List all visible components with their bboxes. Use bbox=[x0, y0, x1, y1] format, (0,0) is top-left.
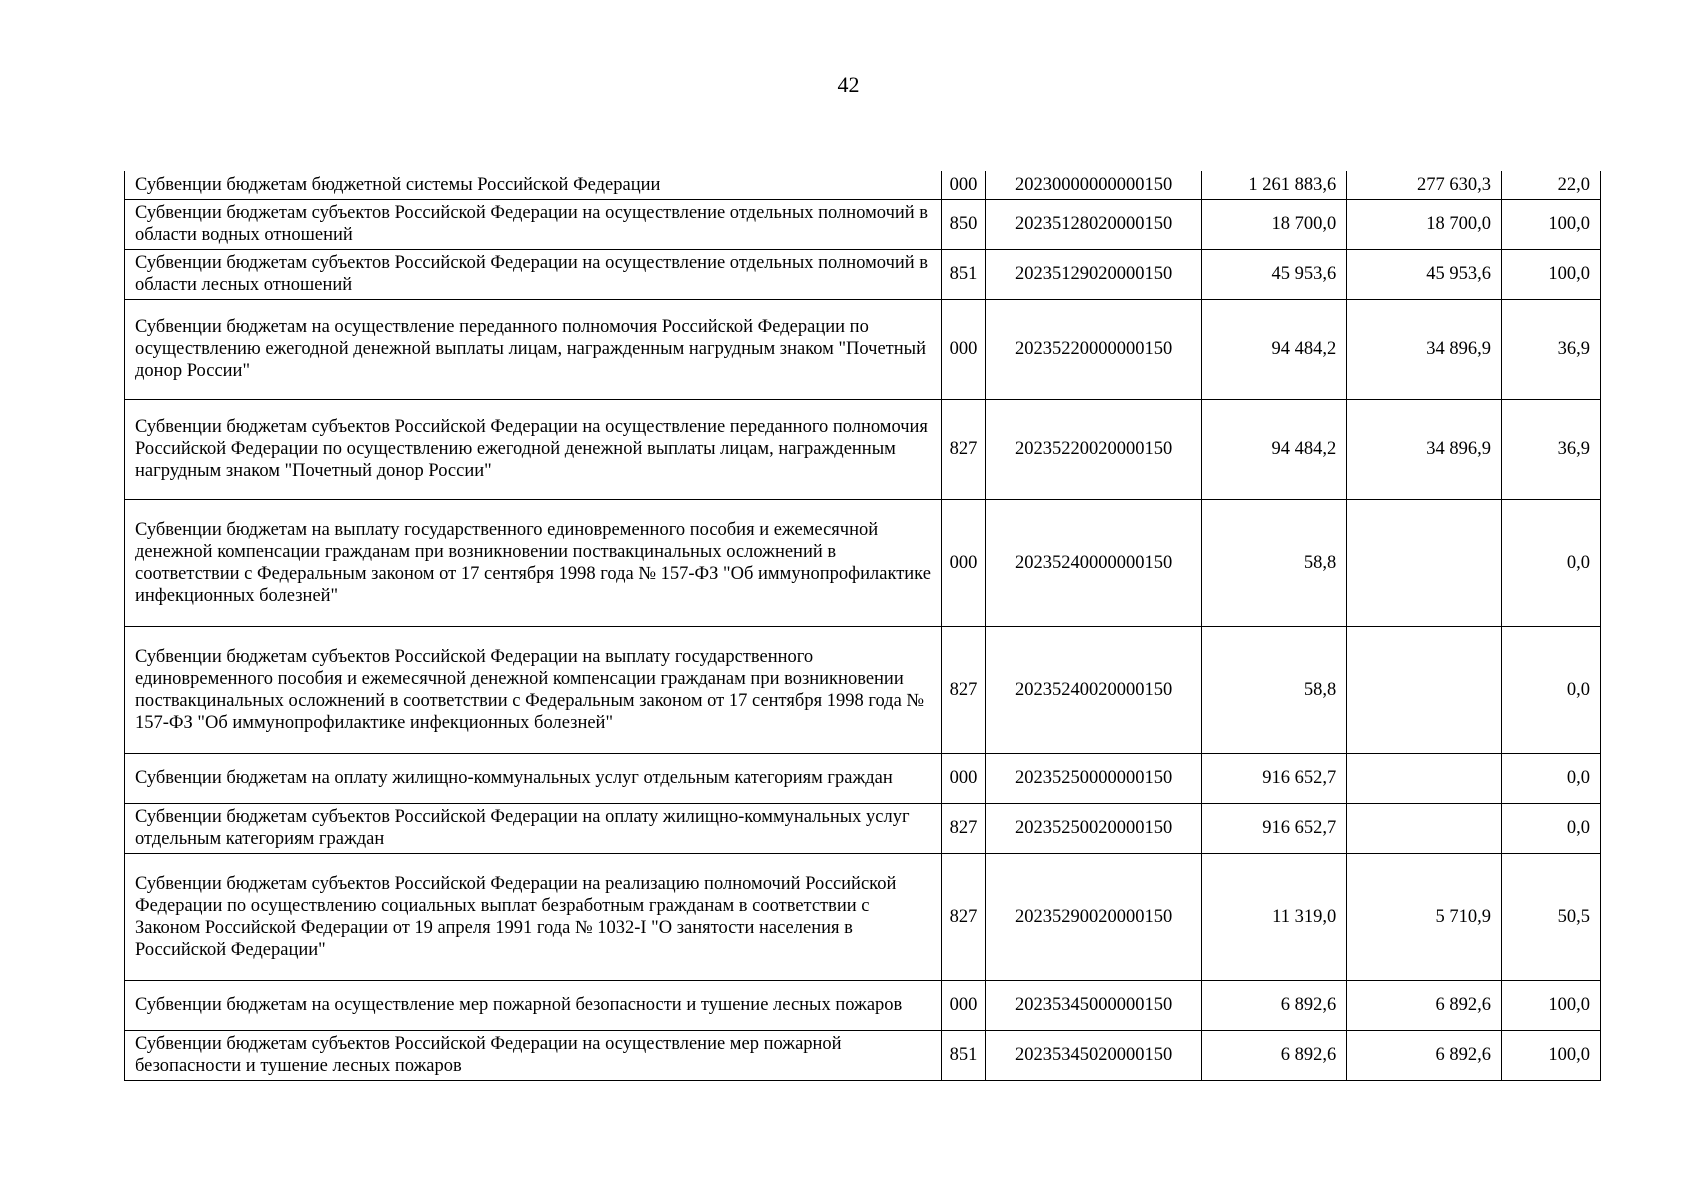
table-row bbox=[125, 399, 1601, 499]
row-name: Субвенции бюджетам субъектов Российской Федерации на осуществление отдельных полномочий в области лесных отношений bbox=[125, 249, 942, 299]
row-admin-code: 851 bbox=[941, 1030, 985, 1080]
row-fact: 5 710,9 bbox=[1347, 853, 1502, 980]
row-fact: 45 953,6 bbox=[1347, 249, 1502, 299]
table-row bbox=[125, 853, 1601, 980]
page-number: 42 bbox=[837, 72, 860, 97]
row-name: Субвенции бюджетам субъектов Российской Федерации на осуществление переданного полномочия Российской Федерации по осуществлению ежегодной денежной выплаты лицам, награжденным нагрудным знаком "Почетный донор России" bbox=[125, 399, 942, 499]
row-name: Субвенции бюджетам субъектов Российской Федерации на осуществление отдельных полномочий в области водных отношений bbox=[125, 199, 942, 249]
row-plan: 45 953,6 bbox=[1201, 249, 1346, 299]
row-fact: 6 892,6 bbox=[1347, 980, 1502, 1030]
row-name: Субвенции бюджетам субъектов Российской Федерации на реализацию полномочий Российской Федерации по осуществлению социальных выплат безработным гражданам в соответствии с Законом Российской Федерации от 19 апреля 1991 года № 1032-I "О занятости населения в Российской Федерации" bbox=[125, 853, 942, 980]
row-plan: 58,8 bbox=[1201, 499, 1346, 626]
row-budget-code: 20235290020000150 bbox=[986, 853, 1202, 980]
row-admin-code: 000 bbox=[941, 980, 985, 1030]
row-admin-code: 850 bbox=[941, 199, 985, 249]
row-admin-code: 851 bbox=[941, 249, 985, 299]
row-admin-code: 827 bbox=[941, 399, 985, 499]
row-name: Субвенции бюджетам субъектов Российской Федерации на осуществление мер пожарной безопасности и тушение лесных пожаров bbox=[125, 1030, 942, 1080]
row-plan: 6 892,6 bbox=[1201, 980, 1346, 1030]
row-budget-code: 20235250000000150 bbox=[986, 753, 1202, 803]
row-budget-code: 20235220000000150 bbox=[986, 299, 1202, 399]
row-percent: 100,0 bbox=[1502, 199, 1601, 249]
row-admin-code: 000 bbox=[941, 499, 985, 626]
row-admin-code: 000 bbox=[941, 171, 985, 199]
row-percent: 0,0 bbox=[1502, 803, 1601, 853]
row-plan: 916 652,7 bbox=[1201, 803, 1346, 853]
table-row bbox=[125, 199, 1601, 249]
row-plan: 1 261 883,6 bbox=[1201, 171, 1346, 199]
row-budget-code: 20235240000000150 bbox=[986, 499, 1202, 626]
row-fact bbox=[1347, 803, 1502, 853]
row-percent: 100,0 bbox=[1502, 980, 1601, 1030]
table-row bbox=[125, 499, 1601, 626]
row-name: Субвенции бюджетам субъектов Российской Федерации на выплату государственного единовременного пособия и ежемесячной денежной компенсации гражданам при возникновении поствакцинальных осложнений в соответствии с Федеральным законом от 17 сентября 1998 года № 157-ФЗ "Об иммунопрофилактике инфекционных болезней" bbox=[125, 626, 942, 753]
row-budget-code: 20235240020000150 bbox=[986, 626, 1202, 753]
row-budget-code: 20235220020000150 bbox=[986, 399, 1202, 499]
row-fact: 6 892,6 bbox=[1347, 1030, 1502, 1080]
table-row bbox=[125, 249, 1601, 299]
row-percent: 50,5 bbox=[1502, 853, 1601, 980]
row-budget-code: 20235129020000150 bbox=[986, 249, 1202, 299]
row-name: Субвенции бюджетам бюджетной системы Российской Федерации bbox=[125, 171, 942, 199]
row-fact bbox=[1347, 753, 1502, 803]
row-percent: 100,0 bbox=[1502, 1030, 1601, 1080]
row-plan: 6 892,6 bbox=[1201, 1030, 1346, 1080]
row-plan: 916 652,7 bbox=[1201, 753, 1346, 803]
row-budget-code: 20235250020000150 bbox=[986, 803, 1202, 853]
row-budget-code: 20235345000000150 bbox=[986, 980, 1202, 1030]
row-admin-code: 827 bbox=[941, 853, 985, 980]
table-row bbox=[125, 626, 1601, 753]
row-fact: 34 896,9 bbox=[1347, 299, 1502, 399]
row-name: Субвенции бюджетам на оплату жилищно-коммунальных услуг отдельным категориям граждан bbox=[125, 753, 942, 803]
row-fact: 34 896,9 bbox=[1347, 399, 1502, 499]
table-row bbox=[125, 171, 1601, 199]
table-row bbox=[125, 980, 1601, 1030]
row-admin-code: 827 bbox=[941, 803, 985, 853]
row-plan: 94 484,2 bbox=[1201, 399, 1346, 499]
row-admin-code: 827 bbox=[941, 626, 985, 753]
row-budget-code: 20235128020000150 bbox=[986, 199, 1202, 249]
table-row bbox=[125, 299, 1601, 399]
row-name: Субвенции бюджетам на осуществление мер пожарной безопасности и тушение лесных пожаров bbox=[125, 980, 942, 1030]
row-name: Субвенции бюджетам на осуществление переданного полномочия Российской Федерации по осуществлению ежегодной денежной выплаты лицам, награжденным нагрудным знаком "Почетный донор России" bbox=[125, 299, 942, 399]
row-fact: 18 700,0 bbox=[1347, 199, 1502, 249]
table-row bbox=[125, 1030, 1601, 1080]
row-name: Субвенции бюджетам на выплату государственного единовременного пособия и ежемесячной денежной компенсации гражданам при возникновении поствакцинальных осложнений в соответствии с Федеральным законом от 17 сентября 1998 года № 157-ФЗ "Об иммунопрофилактике инфекционных болезней" bbox=[125, 499, 942, 626]
row-percent: 36,9 bbox=[1502, 399, 1601, 499]
row-percent: 0,0 bbox=[1502, 626, 1601, 753]
row-fact bbox=[1347, 626, 1502, 753]
row-plan: 18 700,0 bbox=[1201, 199, 1346, 249]
budget-table bbox=[124, 171, 1601, 1081]
row-fact: 277 630,3 bbox=[1347, 171, 1502, 199]
row-plan: 58,8 bbox=[1201, 626, 1346, 753]
row-percent: 36,9 bbox=[1502, 299, 1601, 399]
table-row bbox=[125, 803, 1601, 853]
row-fact bbox=[1347, 499, 1502, 626]
row-budget-code: 20230000000000150 bbox=[986, 171, 1202, 199]
row-percent: 0,0 bbox=[1502, 499, 1601, 626]
row-plan: 11 319,0 bbox=[1201, 853, 1346, 980]
row-percent: 0,0 bbox=[1502, 753, 1601, 803]
row-budget-code: 20235345020000150 bbox=[986, 1030, 1202, 1080]
row-percent: 100,0 bbox=[1502, 249, 1601, 299]
table-row bbox=[125, 753, 1601, 803]
row-name: Субвенции бюджетам субъектов Российской Федерации на оплату жилищно-коммунальных услуг отдельным категориям граждан bbox=[125, 803, 942, 853]
row-plan: 94 484,2 bbox=[1201, 299, 1346, 399]
row-percent: 22,0 bbox=[1502, 171, 1601, 199]
row-admin-code: 000 bbox=[941, 299, 985, 399]
row-admin-code: 000 bbox=[941, 753, 985, 803]
